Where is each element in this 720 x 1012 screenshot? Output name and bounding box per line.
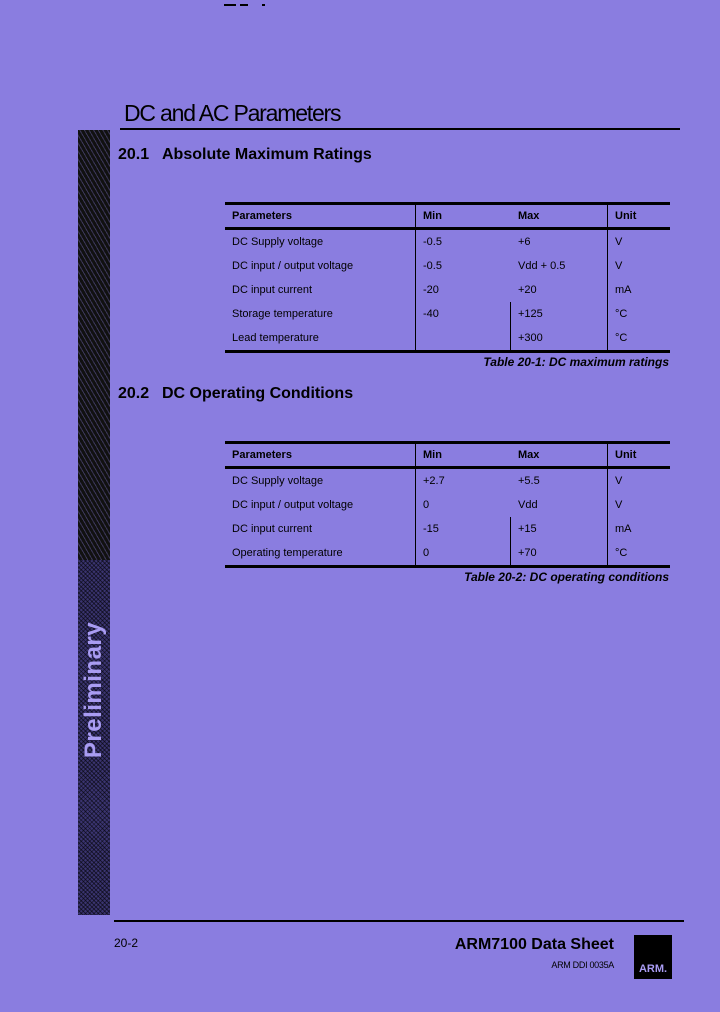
arm-logo-text: ARM. (638, 963, 668, 975)
table-row (225, 278, 670, 302)
side-tab-label: Preliminary (80, 621, 107, 759)
cell-min: 0 (416, 541, 511, 567)
document-title: ARM7100 Data Sheet (454, 936, 614, 953)
cell-parameter: DC input / output voltage (232, 499, 354, 511)
scan-marks (224, 4, 268, 6)
table-row (225, 326, 670, 352)
section-number: 20.1 (118, 146, 150, 163)
header-parameters: Parameters (225, 443, 416, 468)
table-dc-maximum-ratings (225, 202, 670, 353)
cell-min: -0.5 (416, 229, 511, 255)
cell-unit: °C (608, 302, 671, 326)
cell-max: +6 (518, 236, 531, 248)
cell-max: +125 (511, 302, 608, 326)
header-max: Max (511, 204, 608, 229)
cell-min: 0 (416, 493, 511, 517)
section-number: 20.2 (118, 385, 150, 402)
table-header-row (225, 443, 670, 468)
header-min: Min (416, 204, 511, 229)
cell-min: -0.5 (416, 254, 511, 278)
document-reference: ARM DDI 0035A (551, 960, 614, 970)
table-row (225, 493, 670, 517)
cell-max: +20 (518, 284, 537, 296)
cell-parameter: Operating temperature (225, 541, 416, 567)
table-dc-operating-conditions (225, 441, 670, 568)
table-caption-20-1: Table 20-1: DC maximum ratings (483, 355, 669, 369)
cell-max: +300 (511, 326, 608, 352)
cell-max: +70 (511, 541, 608, 567)
header-max: Max (511, 443, 608, 468)
header-parameters: Parameters (225, 204, 416, 229)
cell-parameter: DC input current (232, 284, 313, 296)
chapter-rule (120, 128, 680, 130)
cell-unit: mA (608, 278, 671, 302)
cell-max: Vdd (518, 499, 538, 511)
cell-parameter: Lead temperature (225, 326, 416, 352)
table-caption-20-2: Table 20-2: DC operating conditions (464, 570, 669, 584)
header-min: Min (416, 443, 511, 468)
table-row (225, 254, 670, 278)
preliminary-side-tab (78, 130, 110, 915)
cell-parameter: DC Supply voltage (232, 236, 324, 248)
chapter-title: DC and AC Parameters (124, 100, 341, 126)
cell-unit: °C (608, 326, 671, 352)
cell-min: -20 (416, 278, 511, 302)
table-row (225, 229, 670, 255)
header-unit: Unit (608, 204, 671, 229)
cell-parameter: Storage temperature (232, 308, 333, 320)
cell-unit: V (608, 254, 671, 278)
table-row (225, 302, 670, 326)
table-row (225, 541, 670, 567)
cell-parameter: DC input current (232, 523, 313, 535)
cell-max: Vdd + 0.5 (518, 260, 566, 272)
cell-unit: V (608, 493, 671, 517)
cell-min: +2.7 (416, 468, 511, 494)
cell-min: -15 (416, 517, 511, 541)
cell-max: +5.5 (518, 475, 540, 487)
page-number: 20-2 (114, 936, 139, 950)
table-row (225, 517, 670, 541)
section-title-20-1 (118, 146, 372, 164)
cell-min (416, 326, 511, 352)
table-header-row (225, 204, 670, 229)
cell-unit: mA (608, 517, 671, 541)
cell-unit: V (608, 229, 671, 255)
cell-unit: °C (608, 541, 671, 567)
footer-rule (114, 920, 684, 922)
cell-parameter: DC Supply voltage (232, 475, 324, 487)
section-title-20-2 (118, 385, 353, 403)
side-tab-dark-region (78, 130, 110, 560)
section-heading: DC Operating Conditions (162, 385, 354, 402)
header-unit: Unit (608, 443, 671, 468)
cell-parameter: DC input / output voltage (232, 260, 354, 272)
table-row (225, 468, 670, 494)
arm-logo-icon (634, 935, 672, 979)
cell-max: +15 (511, 517, 608, 541)
section-heading: Absolute Maximum Ratings (162, 146, 372, 163)
cell-min: -40 (416, 302, 511, 326)
cell-unit: V (608, 468, 671, 494)
